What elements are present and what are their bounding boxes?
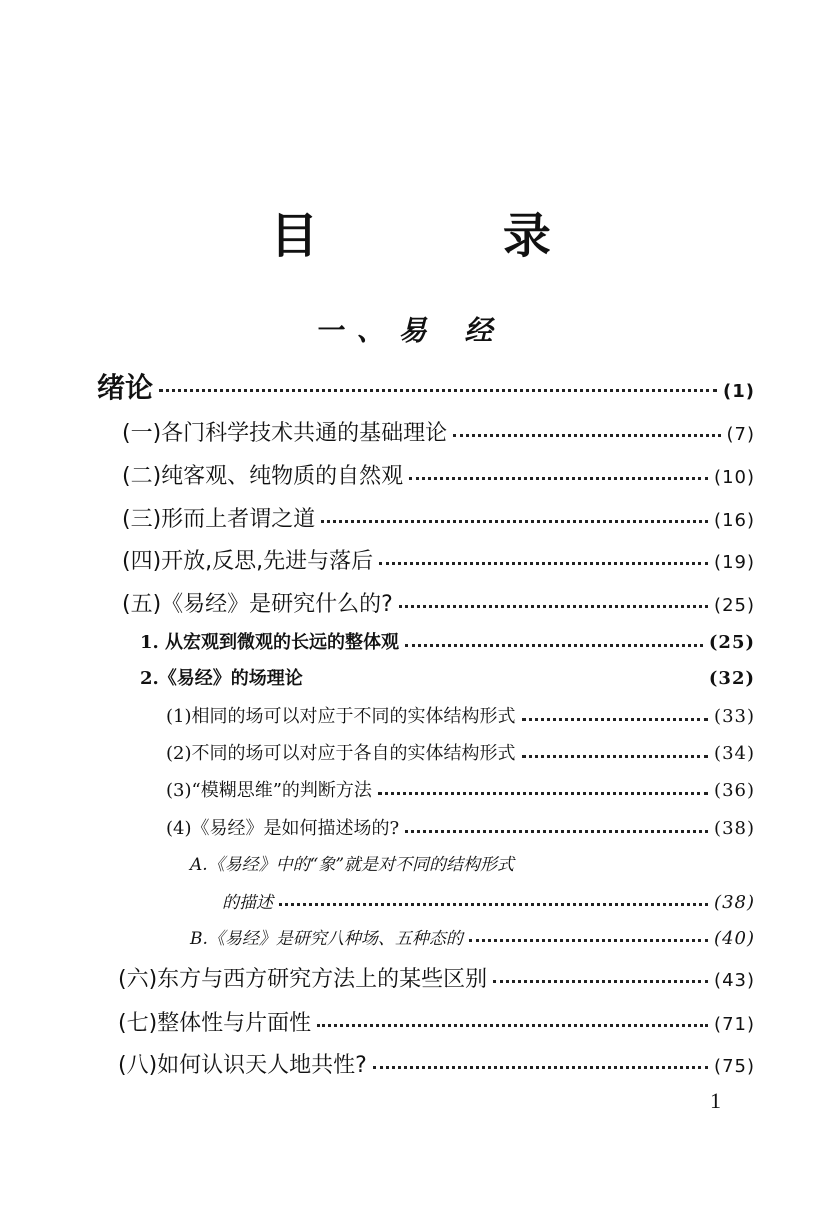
toc-entry-page: (32) <box>708 668 755 689</box>
toc-leader-dots <box>379 562 708 565</box>
toc-leader-dots <box>378 792 708 795</box>
page-title: 目 录 <box>270 208 635 264</box>
toc-entry-label: 的描述 <box>222 893 273 913</box>
toc-leader-dots <box>469 939 708 942</box>
toc-entry-page: (25) <box>714 595 755 616</box>
toc-entry-label: B.《易经》是研究八种场、五种态的 <box>190 929 463 949</box>
toc-entry-page: (38) <box>714 892 755 913</box>
toc-entry-label: (一)各门科学技术共通的基础理论 <box>122 421 448 446</box>
toc-entry <box>122 502 755 533</box>
toc-entry-page: (19) <box>714 552 755 573</box>
toc-entry <box>122 587 755 618</box>
toc-entry-label: (1)相同的场可以对应于不同的实体结构形式 <box>166 706 516 727</box>
toc-leader-dots <box>279 903 708 906</box>
toc-entry-page: (7) <box>726 424 755 445</box>
toc-entry-page: (40) <box>714 928 755 949</box>
toc-entry-label: (四)开放,反思,先进与落后 <box>122 549 374 574</box>
toc-leader-dots <box>321 520 708 523</box>
toc-entry-label: 2.《易经》的场理论 <box>140 668 303 689</box>
toc-entry <box>122 416 755 447</box>
toc-entry-label: (六)东方与西方研究方法上的某些区别 <box>118 967 488 992</box>
toc-entry <box>140 664 755 690</box>
toc-entry-label: (三)形而上者谓之道 <box>122 507 316 532</box>
toc-entry <box>166 702 755 728</box>
toc-entry <box>118 1048 755 1079</box>
toc-entry-page: (36) <box>714 780 755 801</box>
toc-entry-label: (4)《易经》是如何描述场的? <box>166 818 400 839</box>
toc-entry <box>190 924 755 949</box>
toc-entry <box>140 628 755 654</box>
toc-entry-page: (34) <box>714 743 755 764</box>
toc-entry-label: 1. 从宏观到微观的长远的整体观 <box>140 632 400 653</box>
toc-leader-dots <box>493 980 708 983</box>
toc-leader-dots <box>522 755 709 758</box>
toc-entry <box>166 739 755 765</box>
toc-leader-dots <box>522 718 709 721</box>
toc-entry-label: 绪论 <box>97 371 154 404</box>
toc-entry-label: A.《易经》中的“象”就是对不同的结构形式 <box>190 855 515 875</box>
toc-leader-dots <box>405 830 708 833</box>
toc-entry-label: (二)纯客观、纯物质的自然观 <box>122 464 404 489</box>
toc-leader-dots <box>317 1024 708 1027</box>
toc-entry-label: (2)不同的场可以对应于各自的实体结构形式 <box>166 743 516 764</box>
toc-leader-dots <box>399 605 708 608</box>
toc-entry-label: (3)“模糊思维”的判断方法 <box>166 780 372 801</box>
toc-entry <box>118 1006 755 1037</box>
toc-leader-dots <box>373 1066 708 1069</box>
toc-entry <box>122 544 755 575</box>
toc-leader-dots <box>159 389 717 392</box>
toc-entry-page: (1) <box>723 381 755 402</box>
toc-entry-page: (33) <box>714 706 755 727</box>
section-heading: 一、易 经 <box>314 314 507 347</box>
toc-entry-label: (五)《易经》是研究什么的? <box>122 592 393 617</box>
toc-entry <box>166 814 755 840</box>
toc-leader-dots <box>409 477 708 480</box>
toc-entry-label: (七)整体性与片面性 <box>118 1011 312 1036</box>
toc-entry <box>97 366 755 406</box>
toc-entry-page: (43) <box>714 970 755 991</box>
toc-entry <box>122 459 755 490</box>
toc-entry-page: (16) <box>714 510 755 531</box>
toc-entry-label: (八)如何认识天人地共性? <box>118 1053 367 1078</box>
toc-entry <box>118 962 755 993</box>
page-number: 1 <box>710 1088 721 1113</box>
toc-entry <box>222 888 755 913</box>
toc-leader-dots <box>405 644 703 647</box>
toc-entry-page: (75) <box>714 1056 755 1077</box>
toc-entry <box>166 776 755 802</box>
toc-entry-page: (71) <box>714 1014 755 1035</box>
toc-leader-dots <box>453 434 720 437</box>
toc-entry-page: (10) <box>714 467 755 488</box>
toc-entry <box>190 850 755 875</box>
toc-entry-page: (25) <box>708 632 755 653</box>
toc-entry-page: (38) <box>714 818 755 839</box>
